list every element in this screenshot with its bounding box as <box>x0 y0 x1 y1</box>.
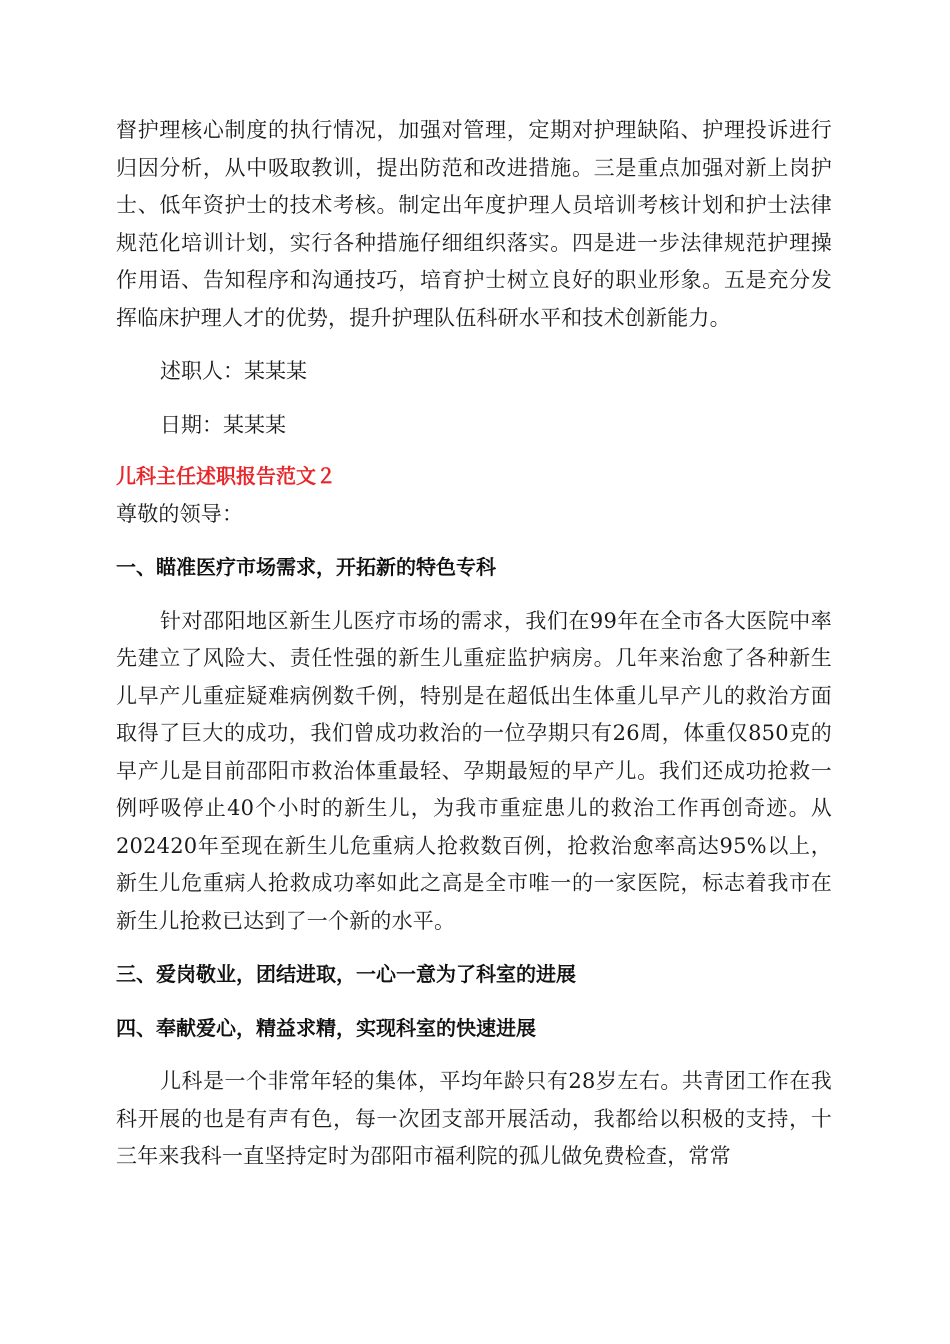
spacer <box>116 337 832 353</box>
heading-three: 三、爱岗敬业，团结进取，一心一意为了科室的进展 <box>116 962 576 986</box>
greeting: 尊敬的领导： <box>116 501 244 526</box>
spacer <box>116 1047 832 1063</box>
date-line: 日期：某某某 <box>160 412 286 437</box>
paragraph-team: 儿科是一个非常年轻的集体，平均年龄只有28岁左右。共青团工作在我科开展的也是有声有色，每一次团支部开展活动，我都给以积极的支持，十三年来我科一直坚持定时为邵阳市福利院的孤儿做免费检查，常常 <box>116 1069 832 1168</box>
heading-four: 四、奉献爱心，精益求精，实现科室的快速进展 <box>116 1015 536 1040</box>
document-body <box>116 112 832 1176</box>
reporter-line: 述职人：某某某 <box>160 359 307 383</box>
paragraph-neonatal-care: 针对邵阳地区新生儿医疗市场的需求，我们在99年在全市各大医院中率先建立了风险大、责任性强的新生儿重症监护病房。几年来治愈了各种新生儿早产儿重症疑难病例数千例，特别是在超低出生体重儿早产儿的救治方面取得了巨大的成功，我们曾成功救治的一位孕期只有26周，体重仅850克的早产儿是目前邵阳市救治体重最轻、孕期最短的早产儿。我们还成功抢救一例呼吸停止40个小时的新生儿，为我市重症患儿的救治工作再创奇迹。从202420年至现在新生儿危重病人抢救数百例，抢救治愈率高达95%以上，新生儿危重病人抢救成功率如此之高是全市唯一的一家医院，标志着我市在新生儿抢救已达到了一个新的水平。 <box>116 608 832 933</box>
spacer <box>116 940 832 956</box>
spacer <box>116 444 832 458</box>
heading-one: 一、瞄准医疗市场需求，开拓新的特色专科 <box>116 555 496 579</box>
spacer <box>116 533 832 549</box>
section-title: 儿科主任述职报告范文２ <box>116 464 336 488</box>
spacer <box>116 587 832 603</box>
paragraph-nursing-measures: 督护理核心制度的执行情况，加强对管理，定期对护理缺陷、护理投诉进行归因分析，从中吸取教训，提出防范和改进措施。三是重点加强对新上岗护士、低年资护士的技术考核。制定出年度护理人员培训考核计划和护士法律规范化培训计划，实行各种措施仔细组织落实。四是进一步法律规范护理操作用语、告知程序和沟通技巧，培育护士树立良好的职业形象。五是充分发挥临床护理人才的优势，提升护理队伍科研水平和技术创新能力。 <box>116 118 832 330</box>
spacer <box>116 391 832 407</box>
spacer <box>116 994 832 1010</box>
